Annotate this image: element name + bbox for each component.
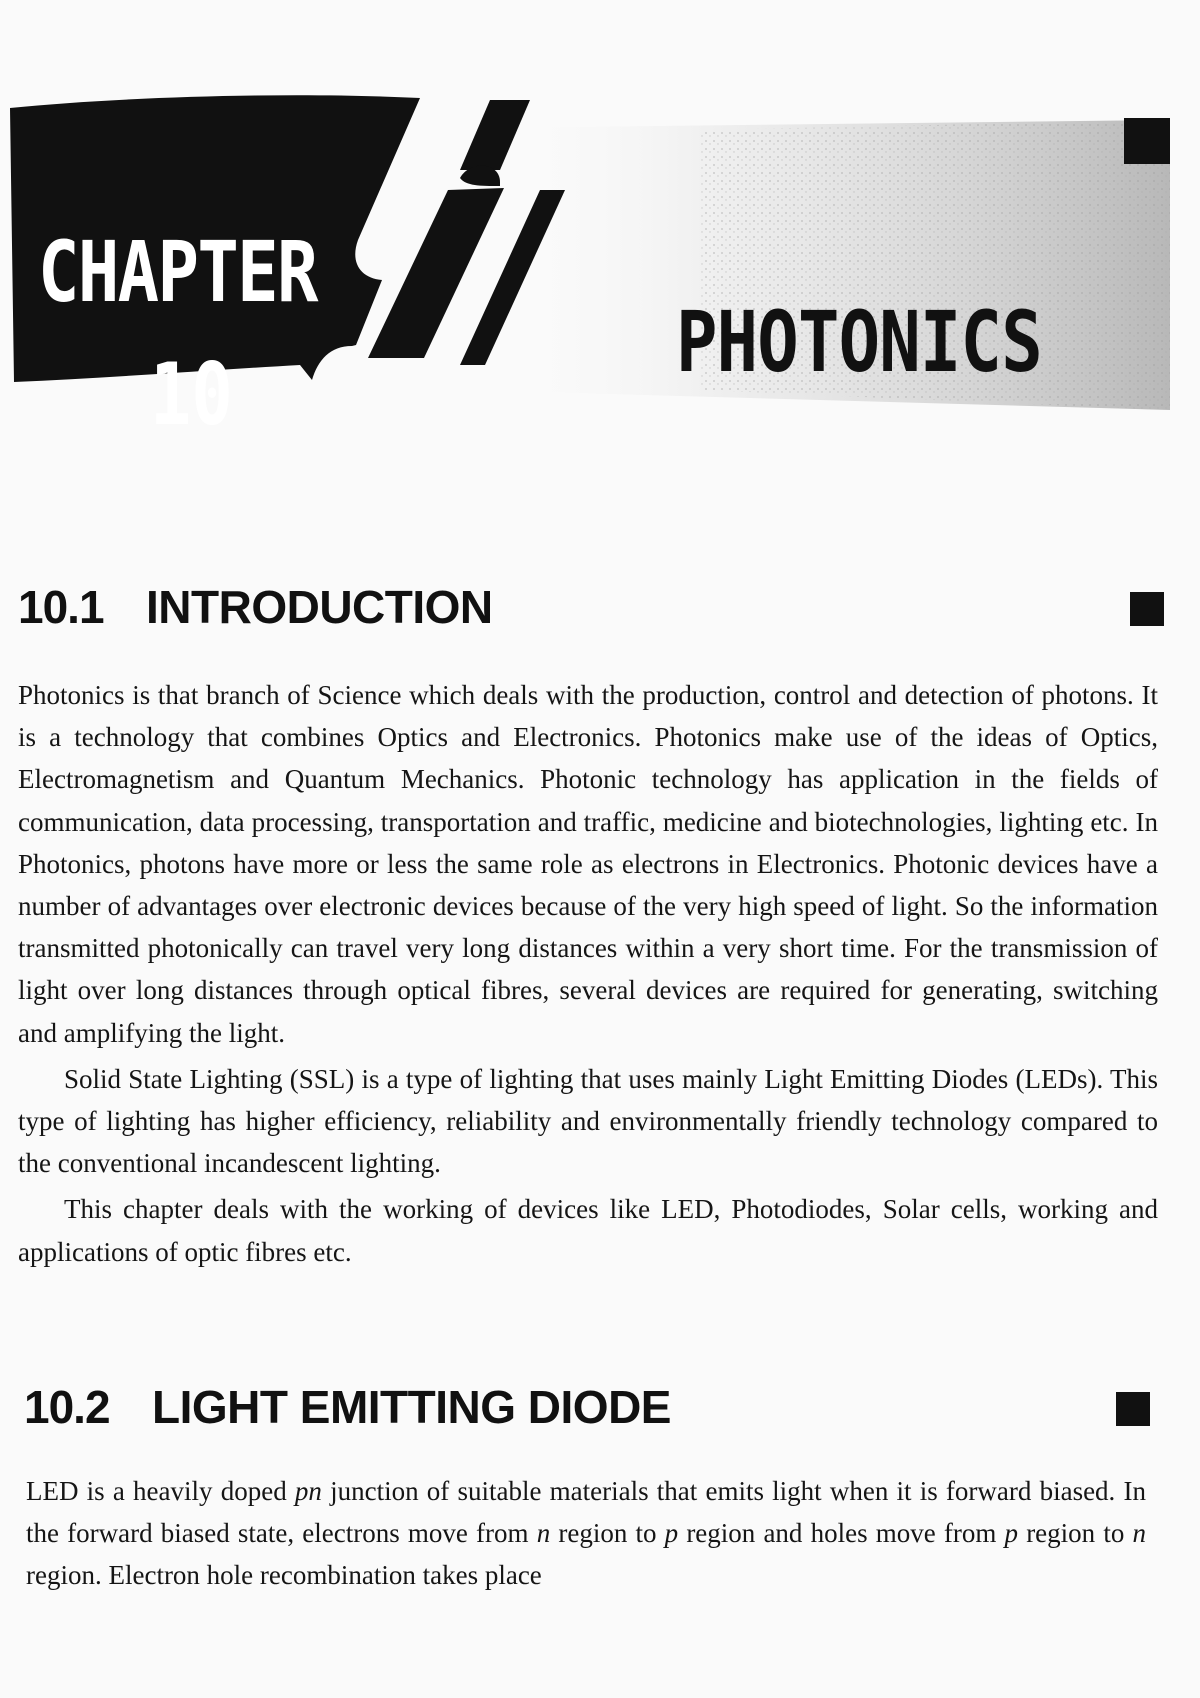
paragraph: This chapter deals with the working of devices like LED, Photodiodes, Solar cells, working and applications of optic fibres etc. — [18, 1194, 1158, 1267]
math-symbol: n — [1132, 1518, 1146, 1549]
paragraph: Photonics is that branch of Science which deals with the production, control and detection of photons. It is a technology that combines Optics and Electronics. Photonics make use of the ideas of Optics, Electromagnetism and Quantum Mechanics. Photonic technology has application in the fields of communication, data processing, transportation and traffic, medicine and biotechnologies, lighting etc. In Photonics, photons have more or less the same role as electrons in Electronics. Photonic devices have a number of advantages over electronic devices because of the very high speed of light. So the information transmitted photonically can travel very long distances within a very short time. For the transmission of light over long distances through optical fibres, several devices are required for generating, switching and amplifying the light. — [18, 680, 1158, 1048]
text-run: region to — [550, 1518, 665, 1549]
chapter-title: PHOTONICS — [676, 293, 1042, 391]
math-symbol: p — [1004, 1518, 1019, 1549]
introduction-body — [18, 674, 1158, 1273]
led-body — [26, 1470, 1146, 1597]
text-run: region. Electron hole recombination takes place — [26, 1560, 542, 1591]
text-run: region to — [1018, 1518, 1133, 1549]
section-number: 10.1 — [18, 581, 104, 633]
math-symbol: pn — [294, 1476, 322, 1506]
section-number: 10.2 — [24, 1381, 110, 1433]
text-run: region and holes move from — [678, 1518, 1005, 1549]
section-heading-led — [24, 1381, 1174, 1433]
section-end-marker — [1130, 592, 1164, 626]
section-end-marker — [1116, 1392, 1150, 1426]
paragraph: Solid State Lighting (SSL) is a type of lighting that uses mainly Light Emitting Diodes (LEDs). This type of lighting has higher efficiency, reliability and environmentally friendly technology compared to the conventional incandescent lighting. — [18, 1063, 1158, 1179]
section-heading-introduction — [18, 581, 1168, 633]
math-symbol: p — [664, 1518, 679, 1549]
text-run: LED is a heavily doped — [26, 1476, 295, 1506]
paragraph — [26, 1470, 1146, 1597]
chapter-label: CHAPTER — [38, 223, 317, 321]
chapter-banner — [0, 90, 1200, 445]
text-run: junction of suitable materials that emits light when it is forward biased. In the forward biased state, electrons move from — [26, 1476, 1146, 1549]
banner-corner-block — [1124, 118, 1170, 164]
chapter-number: 10 — [150, 345, 233, 445]
section-title: LIGHT EMITTING DIODE — [152, 1381, 671, 1433]
section-title: INTRODUCTION — [146, 581, 493, 633]
math-symbol: n — [536, 1518, 551, 1549]
